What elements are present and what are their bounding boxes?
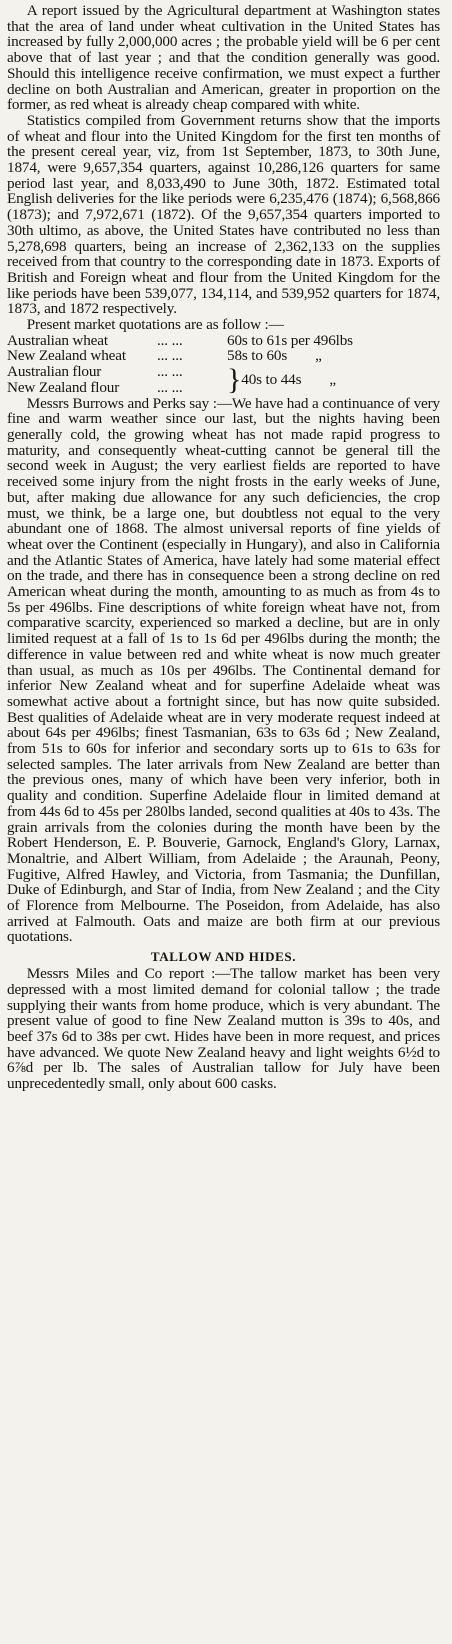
market-quotations: [7, 317, 440, 396]
quotations-intro: Present market quotations are as follow :—: [26, 316, 284, 334]
quotation-price: 60s to 61s per 496lbs: [227, 331, 353, 349]
ditto-mark: „: [329, 371, 336, 389]
paragraph-tallow-hides: Messrs Miles and Co report :—The tallow market has been very depressed with a most limited demand for colonial tallow ; the trade supplying their wants from home produce, which is very abundant. The present value of good to fine New Zealand mutton is 39s to 40s, and beef 37s 6d to 38s per cwt. Hides have been in more request, and prices have advanced. We quote New Zealand heavy and light weights 6½d to 6⅞d per lb. The sales of Australian tallow for July have been unprecedentedly small, only about 600 casks.: [7, 965, 440, 1093]
quotation-name: Australian wheat: [7, 331, 108, 349]
quotation-name: New Zealand flour: [7, 378, 120, 396]
quotation-name: New Zealand wheat: [7, 347, 126, 365]
quotation-dots: ... ...: [157, 378, 183, 396]
paragraph-statistics: Statistics compiled from Government returns show that the imports of wheat and flour into the United Kingdom for the first ten months of the present cereal year, viz, from 1st September, 1873, to 30th June, 1874, were 9,657,354 quarters, against 10,286,126 quarters for same period last year, and 8,033,490 to June 30th, 1872. Estimated total English deliveries for the like periods were 6,235,476 (1874); 6,568,866 (1873); and 7,972,671 (1872). Of the 9,657,354 quarters imported to 30th ultimo, as above, the United States have contributed no less than 5,278,698 quarters, being an increase of 2,362,133 on the supplies received from that country to the corresponding date in 1873. Exports of British and Foreign wheat and flour from the United Kingdom for the like periods have been 539,077, 134,114, and 539,952 quarters for 1874, 1873, and 1872 respectively.: [7, 111, 440, 318]
section-heading-tallow: TALLOW AND HIDES.: [150, 949, 297, 965]
quotation-price-cell: [241, 364, 440, 395]
quotation-price-cell: [227, 348, 440, 364]
quotation-dots: ... ...: [157, 331, 183, 349]
quotation-row: [7, 333, 440, 349]
quotation-price: 40s to 44s: [241, 371, 302, 389]
quotation-price: 58s to 60s: [227, 347, 288, 365]
quotation-dots: ... ...: [157, 347, 183, 365]
paragraph-agricultural-report: A report issued by the Agricultural department at Washington states that the area of land under wheat cultivation in the United States has increased by fully 2,000,000 acres ; the probable yield will be 6 per cent above that of last year ; and that the condition generally was good. Should this intelligence receive confirmation, we must expect a further decline on both Australian and American, greater in proportion on the former, as red wheat is already cheap compared with white.: [7, 2, 440, 114]
ditto-mark: „: [315, 347, 322, 365]
quotations-table: [7, 333, 440, 396]
quotation-row: [7, 348, 440, 364]
quotation-row: [7, 364, 440, 380]
quotation-dots: ... ...: [157, 363, 183, 381]
brace-icon: }: [227, 362, 242, 396]
paragraph-burrows-perks: Messrs Burrows and Perks say :—We have had a continuance of very fine and warm weather since our last, but the nights having been generally cold, the growing wheat has not made rapid progress to maturity, and consequently wheat-cutting cannot be general till the second week in August; the very earliest fields are reported to have received some injury from the night frosts in the early weeks of June, but, after making due allowance for any such deficiencies, the crop must, we think, be a large one, but doubtless not equal to the very abundant one of 1868. The almost universal reports of fine yields of wheat over the Continent (especially in Hungary), and also in California and the Atlantic States of America, have lately had some material effect on the trade, and there has in consequence been a strong decline on red American wheat during the month, amounting to as much as from 4s to 5s per 496lbs. Fine descriptions of white foreign wheat have not, from comparative scarcity, experienced so marked a decline, but are in only limited request at a fall of 1s to 1s 6d per 496lbs during the month; the difference in value between red and white wheat is now much greater than usual, as much as 10s per 496lbs. The Continental demand for inferior New Zealand wheat and for superfine Adelaide wheat was somewhat active about a fortnight since, but has now quite subsided. Best qualities of Adelaide wheat are in very moderate request indeed at about 64s per 496lbs; finest Tasmanian, 63s to 63s 6d ; New Zealand, from 51s to 60s for inferior and secondary sorts up to 61s to 63s for selected samples. The later arrivals from New Zealand are better than the previous ones, many of which have been very inferior, both in quality and condition. Superfine Adelaide flour in limited demand at from 44s 6d to 45s per 280lbs landed, second qualities at 40s to 43s. The grain arrivals from the colonies during the month have been by the Robert Henderson, E. P. Bouverie, Garnock, England's Glory, Larnax, Monaltrie, and Albert William, from Adelaide ; the Araunah, Peony, Fugitive, Alfred Hawley, and Victoria, from Tasmania; the Dunfillan, Duke of Edinburgh, and Star of India, from New Zealand ; and the City of Florence from Melbourne. The Poseidon, from Adelaide, has also arrived at Falmouth. Oats and maize are both firm at our previous quotations.: [7, 394, 440, 946]
quotation-name: Australian flour: [7, 363, 102, 381]
